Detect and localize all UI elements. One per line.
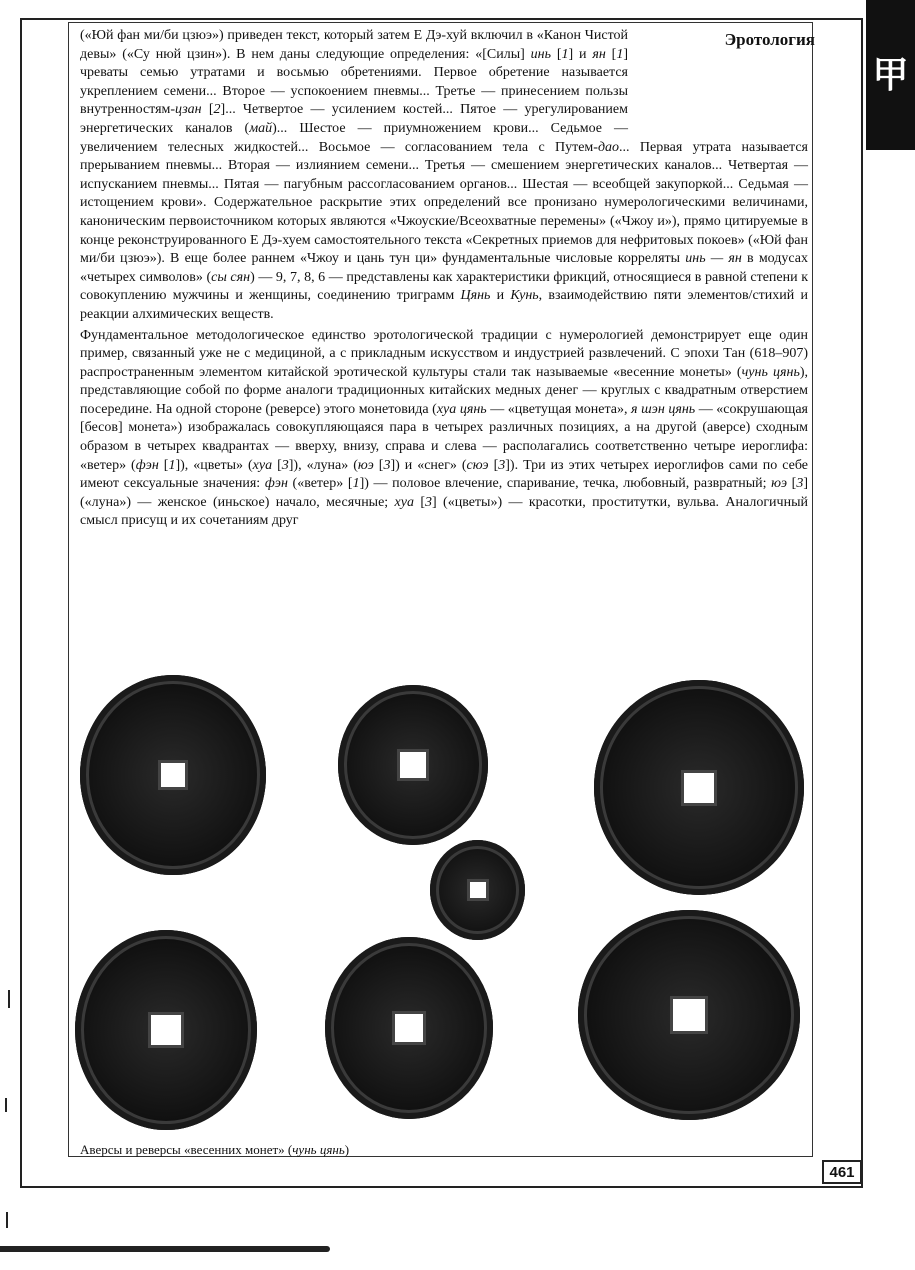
article-body — [80, 27, 808, 533]
italic-term: 3 — [281, 457, 289, 473]
coin-square-hole — [467, 879, 489, 901]
italic-term: фэн — [135, 457, 159, 473]
text-run: («Юй фан ми/би цзюэ») приведен текст, который затем Е Дэ-хуй включил в «Канон Чистой девы» («Су нюй цзин»). В нем даны следующие определения: «[Силы] — [80, 28, 628, 62]
text-run: ]) — половое влечение, спаривание, течка, любовный, развратный; — [359, 476, 772, 492]
margin-mark — [8, 990, 10, 1008]
coin-image — [594, 680, 804, 895]
italic-term: фэн — [264, 476, 288, 492]
italic-term: юэ — [357, 457, 374, 473]
italic-term: сюэ — [466, 457, 489, 473]
text-run: ) — 9, 7, 8, 6 — представлены как характеристики фрикций, относящиеся в равной степени к совокуплению мужчины и женщины, соединению триграмм — [80, 269, 809, 304]
text-run: («ветер» [ — [287, 476, 353, 492]
coin-square-hole — [670, 996, 708, 1034]
caption-prefix: Аверсы и реверсы «весенних монет» ( — [80, 1142, 293, 1157]
text-run: ] («цветы») — красотки, проститутки, вульва. Аналогичный смысл присущ и их сочетаниям друг — [80, 494, 808, 529]
header-spacer — [628, 27, 808, 137]
text-run: ]... Четвертое — усилением костей... Пятое — урегулированием энергетических каналов ( — [80, 102, 628, 136]
coin-image — [578, 910, 800, 1120]
text-run: ), представляющие собой по форме аналоги традиционных китайских медных денег — круглых с квадратным отверстием посередине. На одной стороне (реверсе) этого монетовида ( — [80, 364, 808, 417]
text-run: ]) и «снег» ( — [390, 457, 467, 473]
text-run: [ — [158, 457, 169, 473]
text-run: — «цветущая монета», — [486, 401, 632, 417]
coin-image — [338, 685, 488, 845]
text-run: в модусах «четырех символов» ( — [80, 251, 808, 285]
text-run: ]). Три из этих четырех иероглифов сами по себе имеют сексуальные значения: — [80, 457, 809, 492]
italic-term: 1 — [168, 457, 176, 473]
text-run: — «сокрушающая [бесов] монета») изображалась совокупляющаяся пара в четырех различных позициях, а на другой (аверсе) сходным образом в четырех квадрантах — вверху, внизу, справа и слева — располагались соответственно четыре иероглифа: «ветер» ( — [80, 401, 808, 473]
italic-term: хуа — [252, 457, 273, 473]
italic-term: 3 — [498, 457, 506, 473]
text-run: [ — [272, 457, 282, 473]
text-run: ] и — [568, 46, 593, 62]
italic-term: 1 — [616, 46, 624, 62]
coin-square-hole — [148, 1012, 184, 1048]
paragraph — [80, 327, 808, 532]
italic-term: 3 — [796, 476, 804, 492]
coin-square-hole — [158, 760, 188, 790]
coin-image — [325, 937, 493, 1119]
text-run: ] чреваты семью утратами и восьмью обретениями. Первое обретение называется укреплением семени... Второе — успокоением пневмы... Третье — принесением пользы внутренностям- — [80, 46, 628, 118]
italic-term: инь — [530, 46, 551, 62]
text-run: , взаимодействию пяти элементов/стихий и реакции алхимических веществ. — [80, 288, 809, 322]
italic-term: 3 — [425, 494, 433, 510]
text-run: ]), «цветы» ( — [175, 457, 253, 473]
text-run: [ — [201, 102, 214, 118]
italic-term: хуа цянь — [436, 401, 487, 417]
margin-mark — [6, 1212, 8, 1228]
italic-term: Цянь — [460, 288, 491, 304]
italic-term: цзан — [175, 102, 202, 118]
coin-image — [430, 840, 525, 940]
text-run: [ — [373, 457, 384, 473]
italic-term: 3 — [383, 457, 391, 473]
italic-term: 1 — [561, 46, 569, 62]
figure-caption — [80, 1142, 349, 1158]
text-run: [ — [550, 46, 562, 62]
text-run: [ — [605, 46, 617, 62]
caption-suffix: ) — [344, 1142, 350, 1157]
text-run: ... Первая утрата называется прерыванием пневмы... Вторая — излиянием семени... Третья — смешением энергетических каналов... Четвертая — испусканием пневмы... Пятая — пагубным рассогласованием органов... Шестая — всеобщей закупоркой... Седьмая — истощением крови». Содержательное раскрытие этих определений все пронизано нумерологическими величинами, каноническим первоисточником которых являются «Чжоуские/Всеохватные перемены» («Чжоу и»), прямо цитируемые в конце реконструированного Е Дэ-хуем самостоятельного текста «Секретных приемов для нефритовых покоев» («Юй фан ми/би цзюэ»). В еще более раннем «Чжоу и цань тун ци» фундаментальные числовые корреляты — [80, 139, 808, 267]
text-run: ]), «луна» ( — [288, 457, 358, 473]
italic-term: 1 — [352, 476, 360, 492]
italic-term: май — [249, 120, 273, 136]
coin-square-hole — [392, 1011, 426, 1045]
margin-mark — [5, 1098, 7, 1112]
italic-term: 2 — [213, 102, 221, 118]
section-tab — [866, 0, 915, 150]
page-number: 461 — [822, 1160, 862, 1184]
italic-term: Кунь — [510, 288, 539, 304]
text-run: [ — [488, 457, 499, 473]
scan-edge-bar — [0, 1246, 330, 1252]
text-run: [ — [787, 476, 797, 492]
text-run: и — [490, 288, 511, 304]
italic-term: я шэн цянь — [631, 401, 696, 417]
coin-square-hole — [681, 770, 717, 806]
coin-square-hole — [397, 749, 429, 781]
coin-image — [75, 930, 257, 1130]
coin-image — [80, 675, 266, 875]
italic-term: дао — [597, 139, 620, 155]
text-run: Фундаментальное методологическое единство эротологической традиции с нумерологией демонстрирует еще один пример, связанный уже не с медициной, а с прикладным искусством и индустрией развлечений. С эпохи Тан (618–907) распространенным элементом китайской эротической культуры стали так называемые «весенние монеты» ( — [80, 327, 808, 380]
italic-term: инь — ян — [685, 251, 742, 267]
italic-term: хуа — [394, 494, 414, 510]
section-title: Эротология — [724, 30, 815, 49]
text-run: )... Шестое — приумножением крови... Седьмое — увеличением телесных жидкостей... Восьмое — согласованием тела с Путем- — [80, 120, 628, 155]
italic-term: ян — [592, 46, 606, 62]
caption-term: чунь цянь — [292, 1142, 345, 1157]
text-run: [ — [413, 494, 426, 510]
italic-term: юэ — [771, 476, 788, 492]
text-run: ] («луна») — женское (иньское) начало, месячные; — [80, 476, 808, 510]
italic-term: чунь цянь — [741, 364, 800, 380]
coins-figure — [70, 675, 815, 1140]
section-tab-glyph: 甲 — [872, 55, 909, 95]
italic-term: сы сян — [211, 269, 251, 285]
